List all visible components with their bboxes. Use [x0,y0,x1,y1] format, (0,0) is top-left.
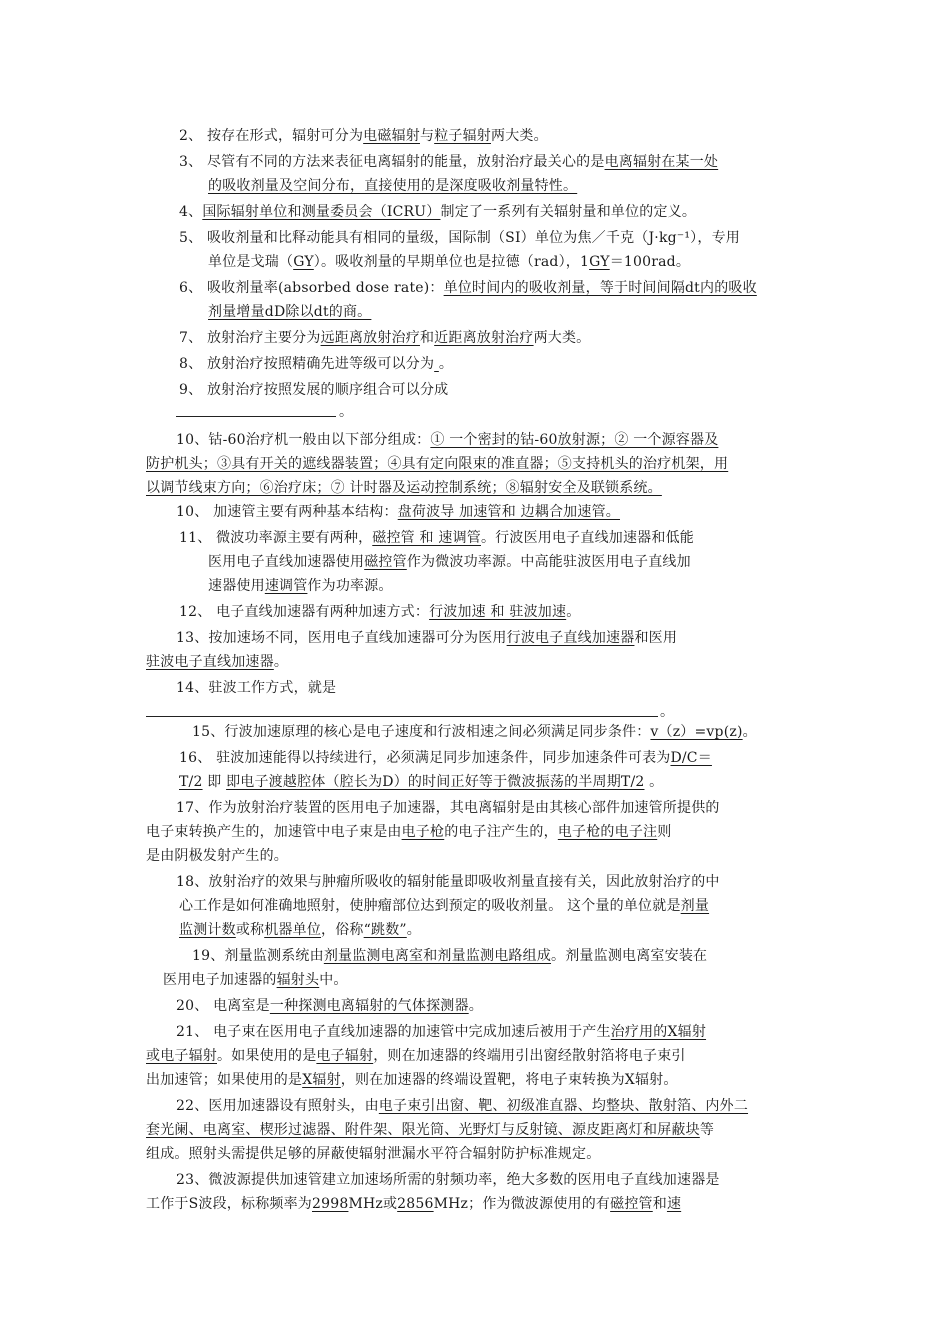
question-21-line-3: 出加速管；如果使用的是X辐射，则在加速器的终端设置靶，将电子束转换为X辐射。 [146,1072,678,1088]
question-10b: 10、 加速管主要有两种基本结构：盘荷波导 加速管和 边耦合加速管。 [176,504,620,520]
question-5-line-2: 单位是戈瑞（GY）。吸收剂量的早期单位也是拉德（rad），1GY＝100rad。 [208,254,691,270]
question-10-line-2: 防护机头；③具有开关的遮线器装置；④具有定向限束的准直器；⑤支持机头的治疗机架，用 [146,456,729,472]
question-22-line-2: 套光阑、电离室、楔形过滤器、附件架、限光筒、光野灯与反射镜、源皮距离灯和屏蔽块等 [146,1122,715,1138]
answer-blank: 即电子渡越腔体（腔长为D）的时间正好等于微波振荡的半周期T/2 [226,774,645,790]
answer-blank: 国际辐射单位和测量委员会（ICRU） [202,204,441,220]
answer-line [146,716,658,717]
question-10-line-3: 以调节线束方向；⑥治疗床；⑦ 计时器及运动控制系统；⑧辐射安全及联锁系统。 [146,480,662,496]
answer-blank: 速调管 [264,578,308,594]
question-11-line-3: 速器使用速调管作为功率源。 [208,578,393,594]
question-19-line-2: 医用电子加速器的辐射头中。 [163,972,348,988]
answer-blank: 加速管。 [563,504,620,520]
answer-blank: 盘荷波导 加速管和 边耦合 [397,504,564,520]
question-13: 13、按加速场不同，医用电子直线加速器可分为医用行波电子直线加速器和医用 [176,630,678,646]
answer-blank: 电子枪的电子注 [557,824,658,840]
answer-blank: D/C＝ [670,750,712,766]
question-16: 16、 驻波加速能得以持续进行，必须满足同步加速条件，同步加速条件可表为D/C＝ [179,750,712,766]
answer-blank: 电子辐射 [316,1048,374,1064]
question-19: 19、剂量监测系统由剂量监测电离室和剂量监测电路组成。剂量监测电离室安装在 [192,948,708,964]
answer-blank: 远距离放射治疗 [320,330,420,346]
answer-blank: 电子束引出窗、靶、初级准直器、均整块、散射箔、内外二 [378,1098,749,1114]
question-3-line-2: 的吸收剂量及空间分布，直接使用的是深度吸收剂量特性。 [208,178,578,194]
answer-blank: “跳数” [363,922,407,938]
answer-blank: 机器单位 [264,922,322,938]
answer-blank: 套光阑、电离室、楔形过滤器、附件架、限光筒、光野灯与反射镜、源皮距离灯和屏蔽块 [146,1122,700,1138]
answer-blank: 近距离放射治疗 [434,330,534,346]
question-14: 14、驻波工作方式，就是 [176,680,337,696]
question-18-line-2: 心工作是如何准确地照射，使肿瘤部位达到预定的吸收剂量。 这个量的单位就是剂量 [179,898,710,914]
answer-blank: 磁控管 [364,554,407,570]
question-16-line-2: T/2 即 即电子渡越腔体（腔长为D）的时间正好等于微波振荡的半周期T/2 。 [179,774,664,790]
answer-blank: 驻波电子直线加速器 [146,654,274,670]
answer-blank: 速 [666,1196,682,1212]
answer-blank: 磁控管 [610,1196,653,1212]
question-4: 4、国际辐射单位和测量委员会（ICRU）制定了一系列有关辐射量和单位的定义。 [179,204,697,220]
question-22-line-3: 组成。照射头需提供足够的屏蔽使辐射泄漏水平符合辐射防护标准规定。 [146,1146,601,1162]
answer-blank: 剂量监测电离室和剂量监测电路组成 [323,948,552,964]
answer-blank: ① 一个密封的钴-60放射源；② 一个源容器及 [430,432,719,448]
question-21: 21、 电子束在医用电子直线加速器的加速管中完成加速后被用于产生治疗用的X辐射 [176,1024,707,1040]
question-20: 20、 电离室是一种探测电离辐射的气体探测器。 [176,998,483,1014]
question-3: 3、 尽管有不同的方法来表征电离辐射的能量，放射治疗最关心的是电离辐射在某一处 [179,154,719,170]
question-5: 5、 吸收剂量和比释动能具有相同的量级，国际制（SI）单位为焦／千克（J·kg⁻¹），专用 [179,230,740,246]
answer-blank: GY [293,254,314,270]
answer-blank: 磁控管 和 速调管 [372,530,481,546]
answer-blank: 电磁辐射 [363,128,420,144]
question-7: 7、 放射治疗主要分为远距离放射治疗和近距离放射治疗两大类。 [179,330,591,346]
answer-blank: GY [589,254,610,270]
answer-blank: 辐射头 [276,972,320,988]
answer-blank: 治疗用的X辐射 [610,1024,707,1040]
question-22: 22、医用加速器设有照射头，由电子束引出窗、靶、初级准直器、均整块、散射箔、内外二 [176,1098,749,1114]
answer-blank: 行波加速 和 驻波加速 [429,604,567,620]
question-15: 15、行波加速原理的核心是电子速度和行波相速之间必须满足同步条件：v（z）=vp(z)。 [192,724,757,740]
answer-blank: v（z）=vp(z) [650,724,743,740]
question-6: 6、 吸收剂量率(absorbed dose rate)：单位时间内的吸收剂量，等于时间间隔dt内的吸收 [179,280,757,296]
question-23-line-2: 工作于S波段，标称频率为2998MHz或2856MHz；作为微波源使用的有磁控管和速 [146,1196,682,1212]
answer-blank: 电离辐射在某一处 [604,154,719,170]
question-9: 9、 放射治疗按照发展的顺序组合可以分成 [179,382,449,398]
period: 。 [660,704,675,720]
question-18: 18、放射治疗的效果与肿瘤所吸收的辐射能量即吸收剂量直接有关，因此放射治疗的中 [176,874,720,890]
answer-blank: 一种探测电离辐射的气体探测器 [269,998,469,1014]
question-6-line-2: 剂量增量dD除以dt的商。 [208,304,372,320]
answer-blank: 粒子辐射 [434,128,491,144]
question-23: 23、微波源提供加速管建立加速场所需的射频功率，绝大多数的医用电子直线加速器是 [176,1172,720,1188]
question-11: 11、 微波功率源主要有两种，磁控管 和 速调管。行波医用电子直线加速器和低能 [179,530,694,546]
answer-blank: 单位时间内的吸收剂量，等于时间间隔dt内的吸收 [443,280,757,296]
answer-blank: 2998 [312,1196,349,1212]
question-8: 8、 放射治疗按照精确先进等级可以分为 。 [179,356,454,372]
question-17-line-3: 是由阴极发射产生的。 [146,848,288,864]
question-17: 17、作为放射治疗装置的医用电子加速器，其电离辐射是由其核心部件加速管所提供的 [176,800,720,816]
answer-blank: 剂量 [680,898,710,914]
question-13-line-2: 驻波电子直线加速器。 [146,654,289,670]
question-2: 2、 按存在形式，辐射可分为电磁辐射与粒子辐射两大类。 [179,128,548,144]
answer-blank: X辐射 [302,1072,341,1088]
question-12: 12、 电子直线加速器有两种加速方式：行波加速 和 驻波加速。 [179,604,581,620]
answer-line [176,416,336,417]
question-10: 10、钴-60治疗机一般由以下部分组成：① 一个密封的钴-60放射源；② 一个源容器及 [176,432,719,448]
question-18-line-3: 监测计数或称机器单位，俗称“跳数”。 [179,922,421,938]
question-17-line-2: 电子束转换产生的，加速管中电子束是由电子枪的电子注产生的，电子枪的电子注则 [146,824,672,840]
question-11-line-2: 医用电子直线加速器使用磁控管作为微波功率源。中高能驻波医用电子直线加 [208,554,691,570]
answer-blank: 2856 [397,1196,434,1212]
question-21-line-2: 或电子辐射。如果使用的是电子辐射，则在加速器的终端用引出窗经散射箔将电子束引 [146,1048,686,1064]
answer-blank: 电子枪 [401,824,445,840]
period: 。 [339,404,354,420]
answer-blank: 行波电子直线加速器 [506,630,635,646]
